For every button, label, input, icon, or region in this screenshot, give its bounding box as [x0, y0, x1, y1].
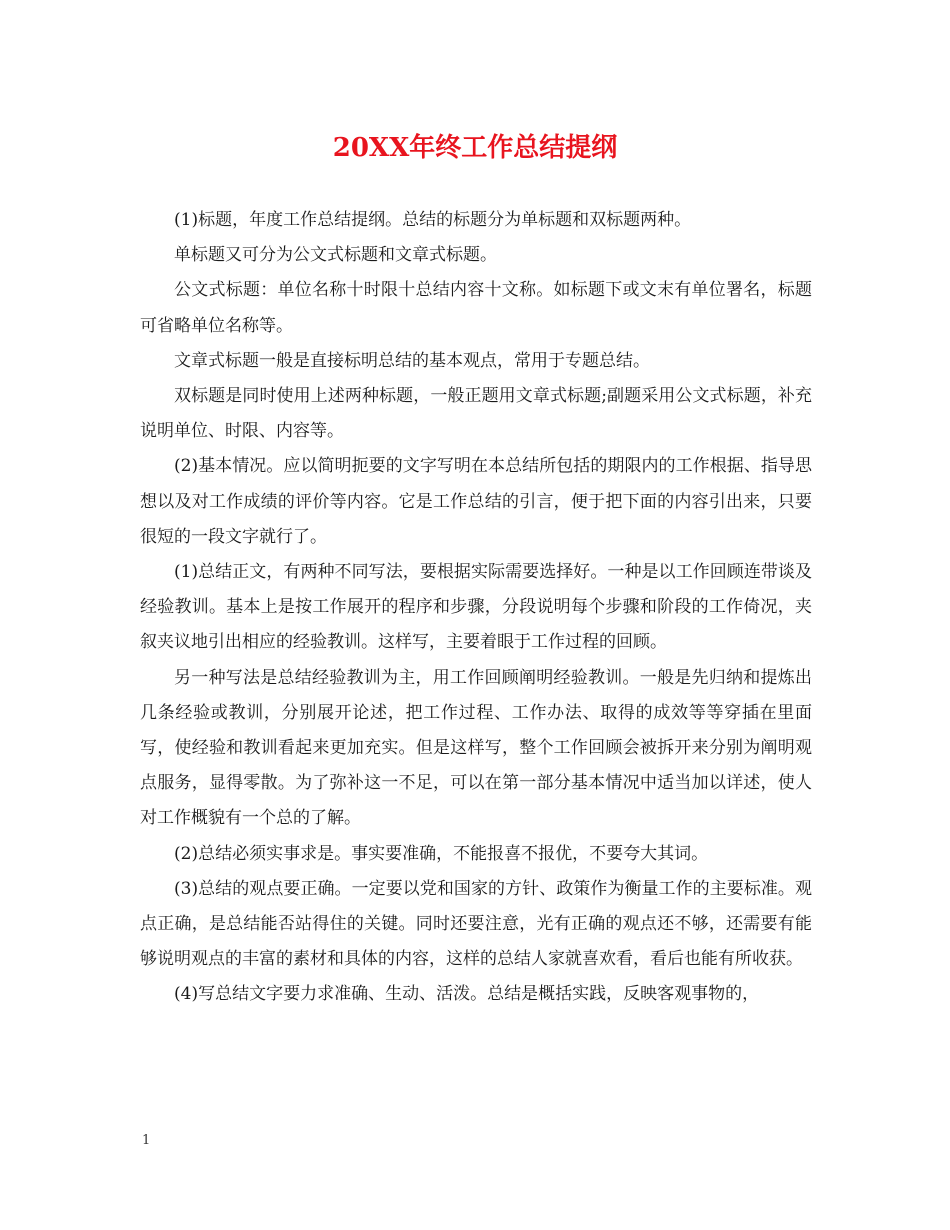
page-number: 1 — [142, 1133, 151, 1148]
paragraph: 双标题是同时使用上述两种标题，一般正题用文章式标题;副题采用公文式标题，补充说明单位、时限、内容等。 — [140, 386, 812, 442]
paragraph: (1)标题，年度工作总结提纲。总结的标题分为单标题和双标题两种。 — [174, 210, 692, 230]
paragraph: 单标题又可分为公文式标题和文章式标题。 — [174, 245, 497, 266]
paragraph: (2)总结必须实事求是。事实要准确，不能报喜不报优，不要夸大其词。 — [174, 843, 709, 864]
paragraph: 公文式标题：单位名称十时限十总结内容十文称。如标题下或文末有单位署名，标题可省略单位名称等。 — [140, 280, 812, 336]
paragraph: 文章式标题一般是直接标明总结的基本观点，常用于专题总结。 — [174, 350, 650, 371]
paragraph: (4)写总结文字要力求准确、生动、活泼。总结是概括实践，反映客观事物的， — [174, 984, 760, 1005]
document-title: 20XX年终工作总结提纲 — [332, 133, 618, 163]
paragraph: 另一种写法是总结经验教训为主，用工作回顾阐明经验教训。一般是先归纳和提炼出几条经验或教训，分别展开论述，把工作过程、工作办法、取得的成效等等穿插在里面写，使经验和教训看起来更加充实。但是这样写，整个工作回顾会被拆开来分别为阐明观点服务，显得零散。为了弥补这一不足，可以在第一部分基本情况中适当加以详述，使人对工作概貌有一个总的了解。 — [140, 667, 812, 829]
paragraph: (2)基本情况。应以简明扼要的文字写明在本总结所包括的期限内的工作根据、指导思想以及对工作成绩的评价等内容。它是工作总结的引言，便于把下面的内容引出来，只要很短的一段文字就行了。 — [140, 456, 812, 547]
paragraph: (3)总结的观点要正确。一定要以党和国家的方针、政策作为衡量工作的主要标准。观点正确，是总结能否站得住的关键。同时还要注意，光有正确的观点还不够，还需要有能够说明观点的丰富的素材和具体的内容，这样的总结人家就喜欢看，看后也能有所收获。 — [140, 878, 812, 970]
paragraph: (1)总结正文，有两种不同写法，要根据实际需要选择好。一种是以工作回顾连带谈及经验教训。基本上是按工作展开的程序和步骤，分段说明每个步骤和阶段的工作倚况，夹叙夹议地引出相应的经验教训。这样写，主要着眼于工作过程的回顾。 — [140, 562, 812, 653]
document-body — [140, 203, 812, 1013]
